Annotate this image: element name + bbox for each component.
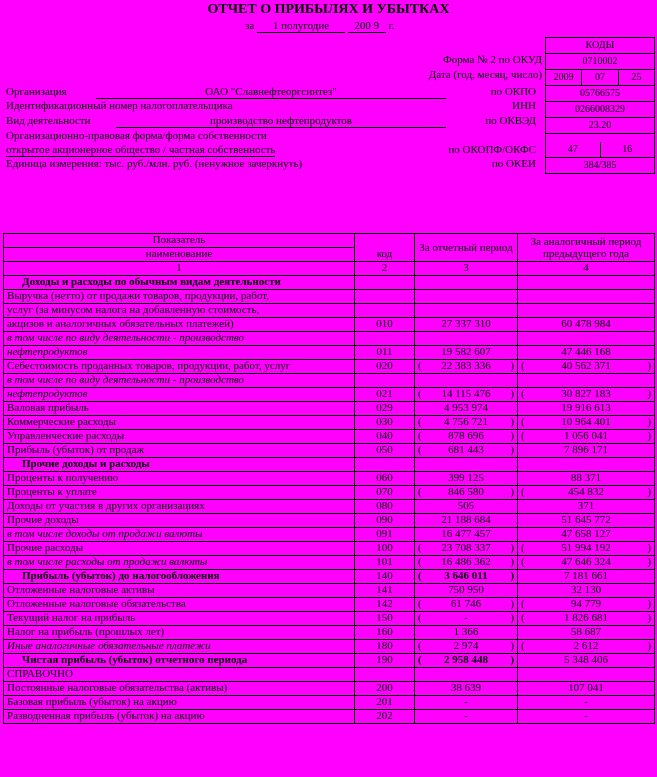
prev-value: [518, 374, 655, 388]
row-code: 150: [355, 612, 415, 626]
org-value: ОАО "Славнефтеоргсинтез": [96, 86, 446, 99]
period-value: 1 полугодие: [257, 20, 345, 33]
prev-value: 107 041: [518, 682, 655, 696]
legal-form-line1: Организационно-правовая форма/форма собственности: [6, 130, 267, 142]
prev-value: ( 47 646 324 ): [518, 556, 655, 570]
cur-value: [415, 374, 518, 388]
table-row: [4, 640, 655, 654]
period-year: 200 9: [348, 20, 386, 33]
report-period: [245, 20, 395, 33]
table-row: [4, 514, 655, 528]
codes-box: [545, 37, 655, 174]
indicator-header: Показатель: [4, 234, 355, 248]
table-row: [4, 374, 655, 388]
row-code: 202: [355, 710, 415, 724]
table-row: [4, 710, 655, 724]
prev-value: [518, 458, 655, 472]
cur-value: [415, 668, 518, 682]
row-name: Налог на прибыль (прошлых лет): [4, 626, 355, 640]
prev-value: 371: [518, 500, 655, 514]
cur-value: 27 337 310: [415, 318, 518, 332]
unit-row: [6, 158, 536, 172]
row-name: Отложенные налоговые активы: [4, 584, 355, 598]
row-code: [355, 290, 415, 304]
table-row: [4, 682, 655, 696]
cur-value: [415, 458, 518, 472]
okei-label: по ОКЕИ: [491, 158, 536, 170]
okopf-codes: [546, 142, 654, 158]
okud-code: 0710002: [546, 54, 654, 70]
row-name: в том числе по виду деятельности - производство: [4, 374, 355, 388]
row-name: акцизов и аналогичных обязательных платежей): [4, 318, 355, 332]
prev-value: ( 2 612 ): [518, 640, 655, 654]
inn-label: Идентификационный номер налогоплательщика: [6, 100, 233, 112]
date-year: 2009: [546, 70, 582, 85]
row-name: Проценты к уплате: [4, 486, 355, 500]
col-num-1: 1: [4, 262, 355, 276]
row-code: 021: [355, 388, 415, 402]
prev-value: -: [518, 710, 655, 724]
row-code: 040: [355, 430, 415, 444]
table-row: [4, 458, 655, 472]
table-row: [4, 444, 655, 458]
activity-row: [6, 115, 536, 129]
prev-value: ( 1 056 041 ): [518, 430, 655, 444]
row-code: 201: [355, 696, 415, 710]
cur-value: 38 639: [415, 682, 518, 696]
table-row: [4, 346, 655, 360]
row-code: 100: [355, 542, 415, 556]
prev-value: ( 40 562 371 ): [518, 360, 655, 374]
row-code: 141: [355, 584, 415, 598]
col-num-4: 4: [518, 262, 655, 276]
date-codes: [546, 70, 654, 86]
prev-value: 5 348 406: [518, 654, 655, 668]
table-row: [4, 416, 655, 430]
okved-code: 23.20: [546, 118, 654, 134]
row-code: 091: [355, 528, 415, 542]
prev-value: 7 181 661: [518, 570, 655, 584]
row-name: Себестоимость проданных товаров, продукции, работ, услуг: [4, 360, 355, 374]
period-suffix: г.: [388, 20, 395, 32]
row-name: Прибыль (убыток) до налогообложения: [4, 570, 355, 584]
row-code: 030: [355, 416, 415, 430]
table-row: [4, 598, 655, 612]
row-code: 050: [355, 444, 415, 458]
table-row: [4, 360, 655, 374]
prev-value: 58 687: [518, 626, 655, 640]
okved-label: по ОКВЭД: [485, 115, 536, 127]
prev-value: 88 371: [518, 472, 655, 486]
table-row: [4, 304, 655, 318]
row-name: Доходы и расходы по обычным видам деятельности: [4, 276, 355, 290]
prev-value: [518, 332, 655, 346]
table-row: [4, 654, 655, 668]
row-name: услуг (за минусом налога на добавленную стоимость,: [4, 304, 355, 318]
table-row: [4, 472, 655, 486]
row-name: Проценты к получению: [4, 472, 355, 486]
okei-code: 384/385: [583, 160, 617, 171]
col-num-3: 3: [415, 262, 518, 276]
date-label: Дата (год, месяц, число): [428, 69, 542, 81]
row-name: нефтепродуктов: [4, 388, 355, 402]
table-row: [4, 696, 655, 710]
cur-value: [415, 276, 518, 290]
inn-row: [6, 100, 536, 114]
table-row: [4, 542, 655, 556]
row-name: в том числе доходы от продажи валюты: [4, 528, 355, 542]
table-row: [4, 388, 655, 402]
table-row: [4, 584, 655, 598]
row-name: Валовая прибыль: [4, 402, 355, 416]
prev-value: [518, 276, 655, 290]
row-name: Коммерческие расходы: [4, 416, 355, 430]
row-name: Текущий налог на прибыль: [4, 612, 355, 626]
row-name: Иные аналогичные обязательные платежи: [4, 640, 355, 654]
table-row: [4, 276, 655, 290]
previous-header: За аналогичный период предыдущего года: [518, 234, 655, 262]
cur-value: ( 2 958 448 ): [415, 654, 518, 668]
prev-value: 7 896 171: [518, 444, 655, 458]
report-title: ОТЧЕТ О ПРИБЫЛЯХ И УБЫТКАХ: [207, 2, 450, 17]
row-name: нефтепродуктов: [4, 346, 355, 360]
prev-value: 51 645 772: [518, 514, 655, 528]
cur-value: [415, 332, 518, 346]
prev-value: ( 10 964 401 ): [518, 416, 655, 430]
row-code: 090: [355, 514, 415, 528]
row-code: 101: [355, 556, 415, 570]
row-code: 010: [355, 318, 415, 332]
row-name: Базовая прибыль (убыток) на акцию: [4, 696, 355, 710]
row-name: Прочие доходы: [4, 514, 355, 528]
row-code: 180: [355, 640, 415, 654]
table-row: [4, 626, 655, 640]
cur-value: 750 950: [415, 584, 518, 598]
cur-value: ( 61 746 ): [415, 598, 518, 612]
report-table: [3, 233, 655, 724]
row-name: в том числе по виду деятельности - производство: [4, 332, 355, 346]
table-row: [4, 528, 655, 542]
row-code: 020: [355, 360, 415, 374]
prev-value: ( 51 994 192 ): [518, 542, 655, 556]
row-code: [355, 374, 415, 388]
row-code: 142: [355, 598, 415, 612]
cur-value: ( 4 756 721 ): [415, 416, 518, 430]
inn-rlabel: ИНН: [512, 100, 536, 112]
row-name: СПРАВОЧНО: [4, 668, 355, 682]
cur-value: 505: [415, 500, 518, 514]
legal-form-row1: [6, 130, 536, 144]
legal-form-line2: открытое акционерное общество / частная собственность: [6, 144, 276, 156]
row-code: 070: [355, 486, 415, 500]
date-month: 07: [582, 70, 618, 85]
row-code: 200: [355, 682, 415, 696]
prev-value: 19 916 613: [518, 402, 655, 416]
cur-value: ( 22 383 336 ): [415, 360, 518, 374]
row-name: Прочие расходы: [4, 542, 355, 556]
activity-label: Вид деятельности: [6, 115, 91, 127]
table-row: [4, 318, 655, 332]
row-code: 029: [355, 402, 415, 416]
current-header: За отчетный период: [415, 234, 518, 262]
row-name: Постоянные налоговые обязательства (активы): [4, 682, 355, 696]
date-day: 25: [631, 72, 642, 83]
cur-value: [415, 290, 518, 304]
col-num-2: 2: [355, 262, 415, 276]
codes-header: КОДЫ: [546, 38, 654, 54]
cur-value: ( 3 646 011 ): [415, 570, 518, 584]
row-name: Управленческие расходы: [4, 430, 355, 444]
okud-label: Форма № 2 по ОКУД: [443, 54, 542, 66]
row-code: 190: [355, 654, 415, 668]
table-row: [4, 332, 655, 346]
table-row: [4, 668, 655, 682]
cur-value: 16 477 457: [415, 528, 518, 542]
table-row: [4, 500, 655, 514]
okopf-spacer: [546, 134, 654, 142]
okpo-label: по ОКПО: [490, 86, 536, 98]
cur-value: -: [415, 710, 518, 724]
cur-value: 399 125: [415, 472, 518, 486]
cur-value: ( - ): [415, 612, 518, 626]
row-code: 080: [355, 500, 415, 514]
inn-code: 0266008329: [546, 102, 654, 118]
row-name: Разводненная прибыль (убыток) на акцию: [4, 710, 355, 724]
unit-label: Единица измерения: тыс. руб./млн. руб. (ненужное зачеркнуть): [6, 158, 303, 170]
row-code: [355, 276, 415, 290]
period-prefix: за: [245, 20, 255, 32]
cur-value: 21 188 684: [415, 514, 518, 528]
table-row: [4, 402, 655, 416]
cur-value: [415, 304, 518, 318]
row-code: [355, 332, 415, 346]
okfs-code: 16: [622, 144, 633, 155]
cur-value: ( 681 443 ): [415, 444, 518, 458]
prev-value: [518, 668, 655, 682]
cur-value: ( 14 115 476 ): [415, 388, 518, 402]
org-label: Организация: [6, 86, 67, 98]
cur-value: ( 878 696 ): [415, 430, 518, 444]
row-name: Чистая прибыль (убыток) отчетного периода: [4, 654, 355, 668]
row-code: [355, 304, 415, 318]
prev-value: 32 130: [518, 584, 655, 598]
table-row: [4, 290, 655, 304]
report-rows: [4, 276, 655, 724]
row-name: в том числе расходы от продажи валюты: [4, 556, 355, 570]
prev-value: ( 1 826 681 ): [518, 612, 655, 626]
name-header: наименование: [4, 248, 355, 262]
cur-value: ( 2 974 ): [415, 640, 518, 654]
row-code: [355, 668, 415, 682]
org-row: [6, 86, 536, 100]
row-name: Выручка (нетто) от продажи товаров, продукции, работ,: [4, 290, 355, 304]
code-header: код: [355, 234, 415, 262]
table-row: [4, 570, 655, 584]
cur-value: ( 846 580 ): [415, 486, 518, 500]
cur-value: ( 16 486 362 ): [415, 556, 518, 570]
row-code: 060: [355, 472, 415, 486]
prev-value: [518, 290, 655, 304]
row-name: Доходы от участия в других организациях: [4, 500, 355, 514]
activity-value: производство нефтепродуктов: [116, 115, 446, 128]
cur-value: ( 23 708 337 ): [415, 542, 518, 556]
prev-value: 60 478 984: [518, 318, 655, 332]
table-row: [4, 430, 655, 444]
prev-value: 47 446 168: [518, 346, 655, 360]
cur-value: -: [415, 696, 518, 710]
prev-value: ( 94 779 ): [518, 598, 655, 612]
prev-value: -: [518, 696, 655, 710]
okpo-code: 05766575: [546, 86, 654, 102]
row-code: 011: [355, 346, 415, 360]
row-code: [355, 458, 415, 472]
table-row: [4, 556, 655, 570]
table-row: [4, 612, 655, 626]
cur-value: 1 366: [415, 626, 518, 640]
row-name: Прочие доходы и расходы: [4, 458, 355, 472]
okopf-code: 47: [546, 142, 601, 157]
row-name: Прибыль (убыток) от продаж: [4, 444, 355, 458]
row-code: 140: [355, 570, 415, 584]
row-name: Отложенные налоговые обязательства: [4, 598, 355, 612]
prev-value: 47 658 127: [518, 528, 655, 542]
cur-value: 19 582 607: [415, 346, 518, 360]
row-code: 160: [355, 626, 415, 640]
prev-value: ( 454 832 ): [518, 486, 655, 500]
cur-value: 4 953 974: [415, 402, 518, 416]
prev-value: [518, 304, 655, 318]
legal-form-row2: [6, 144, 536, 158]
okopf-label: по ОКОПФ/ОКФС: [448, 144, 536, 156]
prev-value: ( 30 827 183 ): [518, 388, 655, 402]
table-row: [4, 486, 655, 500]
